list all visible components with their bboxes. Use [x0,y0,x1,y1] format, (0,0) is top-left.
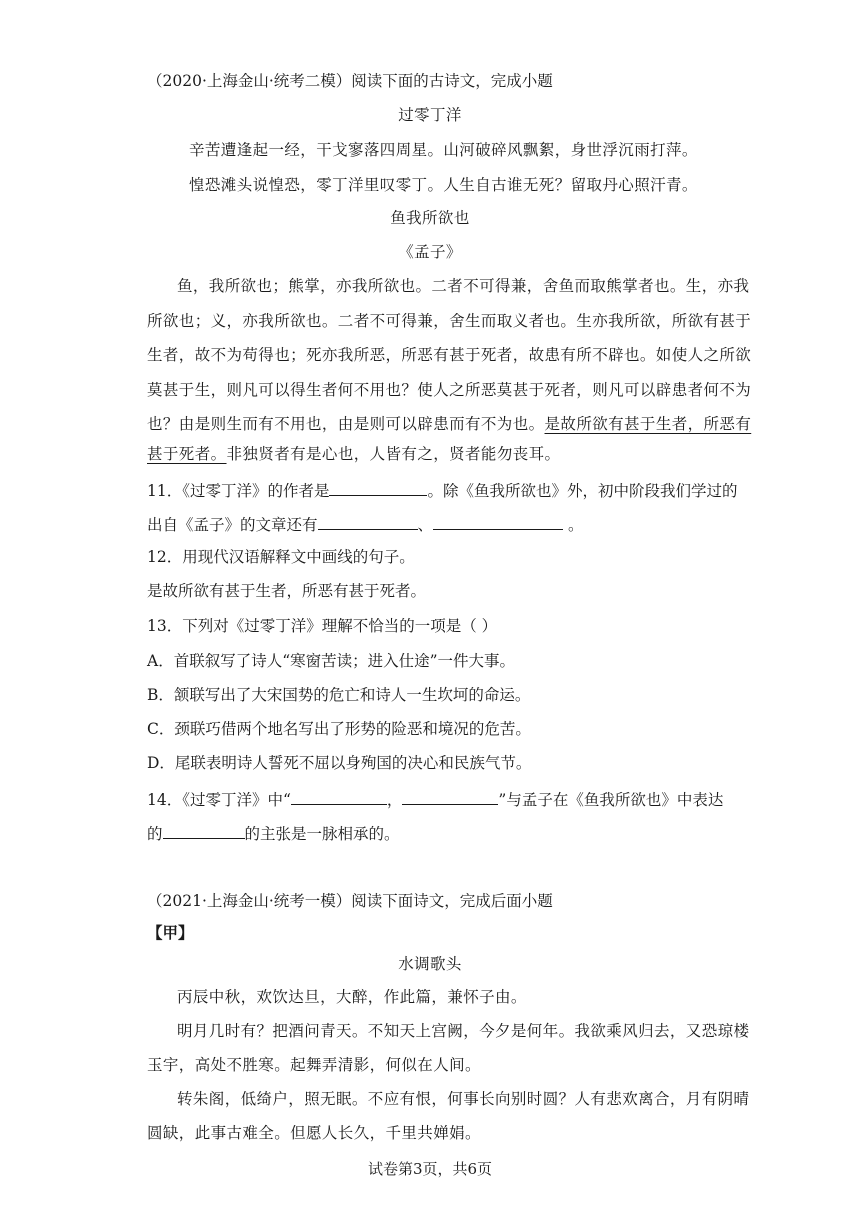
q11-text-b: 。除《鱼我所欲也》外，初中阶段我们学过的 [427,482,738,500]
essay-title: 鱼我所欲也 [390,209,470,227]
ci-para2-line1: 转朱阁，低绮户，照无眠。不应有恨，何事长向别时圆？人有悲欢离合，月有阴晴 [177,1090,750,1108]
q11-answer-blank-2[interactable] [433,513,563,530]
option-d[interactable]: D．尾联表明诗人誓死不屈以身殉国的决心和民族气节。 [147,754,532,772]
essay-line-6 [147,444,560,464]
underlined-sentence-part-1: 是故所欲有甚于生者，所恶有 [544,415,752,433]
option-a[interactable]: A．首联叙写了诗人“寒窗苦读；进入仕途”一件大事。 [147,652,516,670]
q14-answer-blank-2[interactable] [402,788,498,805]
q14-answer-blank-3[interactable] [163,822,245,839]
q14-text-b: ”与孟子在《鱼我所欲也》中表达 [498,791,724,809]
underlined-sentence-part-2: 甚于死者。 [147,445,227,463]
ci-para2-line2: 圆缺，此事古难全。但愿人长久，千里共婵娟。 [147,1124,481,1142]
essay-line-6-plain: 非独贤者有是心也，人皆有之，贤者能勿丧耳。 [226,445,561,463]
question-11-line-1 [147,479,738,501]
option-c[interactable]: C．颈联巧借两个地名写出了形势的险恶和境况的危苦。 [147,720,531,738]
essay-line-5 [147,414,751,434]
essay-line-3: 生者，故不为苟得也；死亦我所恶，所恶有甚于死者，故患有所不辟也。如使人之所欲 [147,346,752,364]
q14-comma: ， [386,791,403,809]
q14-answer-blank-1[interactable] [291,788,387,805]
section2-label: 【甲】 [147,923,194,942]
page-footer: 试卷第3页，共6页 [367,1160,493,1178]
essay-line-1: 鱼，我所欲也；熊掌，亦我所欲也。二者不可得兼，舍鱼而取熊掌者也。生，亦我 [177,277,750,295]
essay-source: 《孟子》 [398,243,462,261]
question-11-line-2 [147,513,583,535]
ci-para1-line2: 玉宇，高处不胜寒。起舞弄清影，何似在人间。 [147,1056,481,1074]
q11-answer-blank-1[interactable] [318,513,418,530]
question-13: 13．下列对《过零丁洋》理解不恰当的一项是（ ） [147,617,498,635]
poem-line-1: 辛苦遭逢起一经，干戈寥落四周星。山河破碎风飘絮，身世浮沉雨打萍。 [189,141,698,159]
q11-text-c: 出自《孟子》的文章还有 [147,516,318,534]
q11-end: 。 [563,516,584,534]
poem-title: 过零丁洋 [398,106,462,124]
ci-preface: 丙辰中秋，欢饮达旦，大醉，作此篇，兼怀子由。 [177,988,527,1006]
question-12: 12．用现代汉语解释文中画线的句子。 [147,548,415,566]
question-14-line-1 [147,788,723,810]
question-12-sentence: 是故所欲有甚于生者，所恶有甚于死者。 [147,582,427,600]
q14-text-c: 的 [147,825,163,843]
q11-answer-blank-author[interactable] [329,479,427,496]
poem-line-2: 惶恐滩头说惶恐，零丁洋里叹零丁。人生自古谁无死？留取丹心照汗青。 [189,176,698,194]
section1-intro: （2020·上海金山·统考二模）阅读下面的古诗文，完成小题 [147,72,553,90]
option-b[interactable]: B．颔联写出了大宋国势的危亡和诗人一生坎坷的命运。 [147,686,531,704]
essay-line-5-plain: 也？由是则生而有不用也，由是则可以辟患而有不为也。 [147,415,545,433]
q11-sep: 、 [417,516,434,534]
q11-text-a: 11．《过零丁洋》的作者是 [147,482,330,500]
ci-para1-line1: 明月几时有？把酒问青天。不知天上宫阙，今夕是何年。我欲乘风归去，又恐琼楼 [177,1022,750,1040]
ci-title: 水调歌头 [398,955,462,973]
section2-intro: （2021·上海金山·统考一模）阅读下面诗文，完成后面小题 [147,892,553,910]
q14-text-d: 的主张是一脉相承的。 [244,825,400,843]
essay-line-4: 莫甚于生，则凡可以得生者何不用也？使人之所恶莫甚于死者，则凡可以辟患者何不为 [147,381,752,399]
essay-line-2: 所欲也；义，亦我所欲也。二者不可得兼，舍生而取义者也。生亦我所欲，所欲有甚于 [147,312,752,330]
q14-text-a: 14．《过零丁洋》中“ [147,791,291,809]
question-14-line-2 [147,822,400,844]
